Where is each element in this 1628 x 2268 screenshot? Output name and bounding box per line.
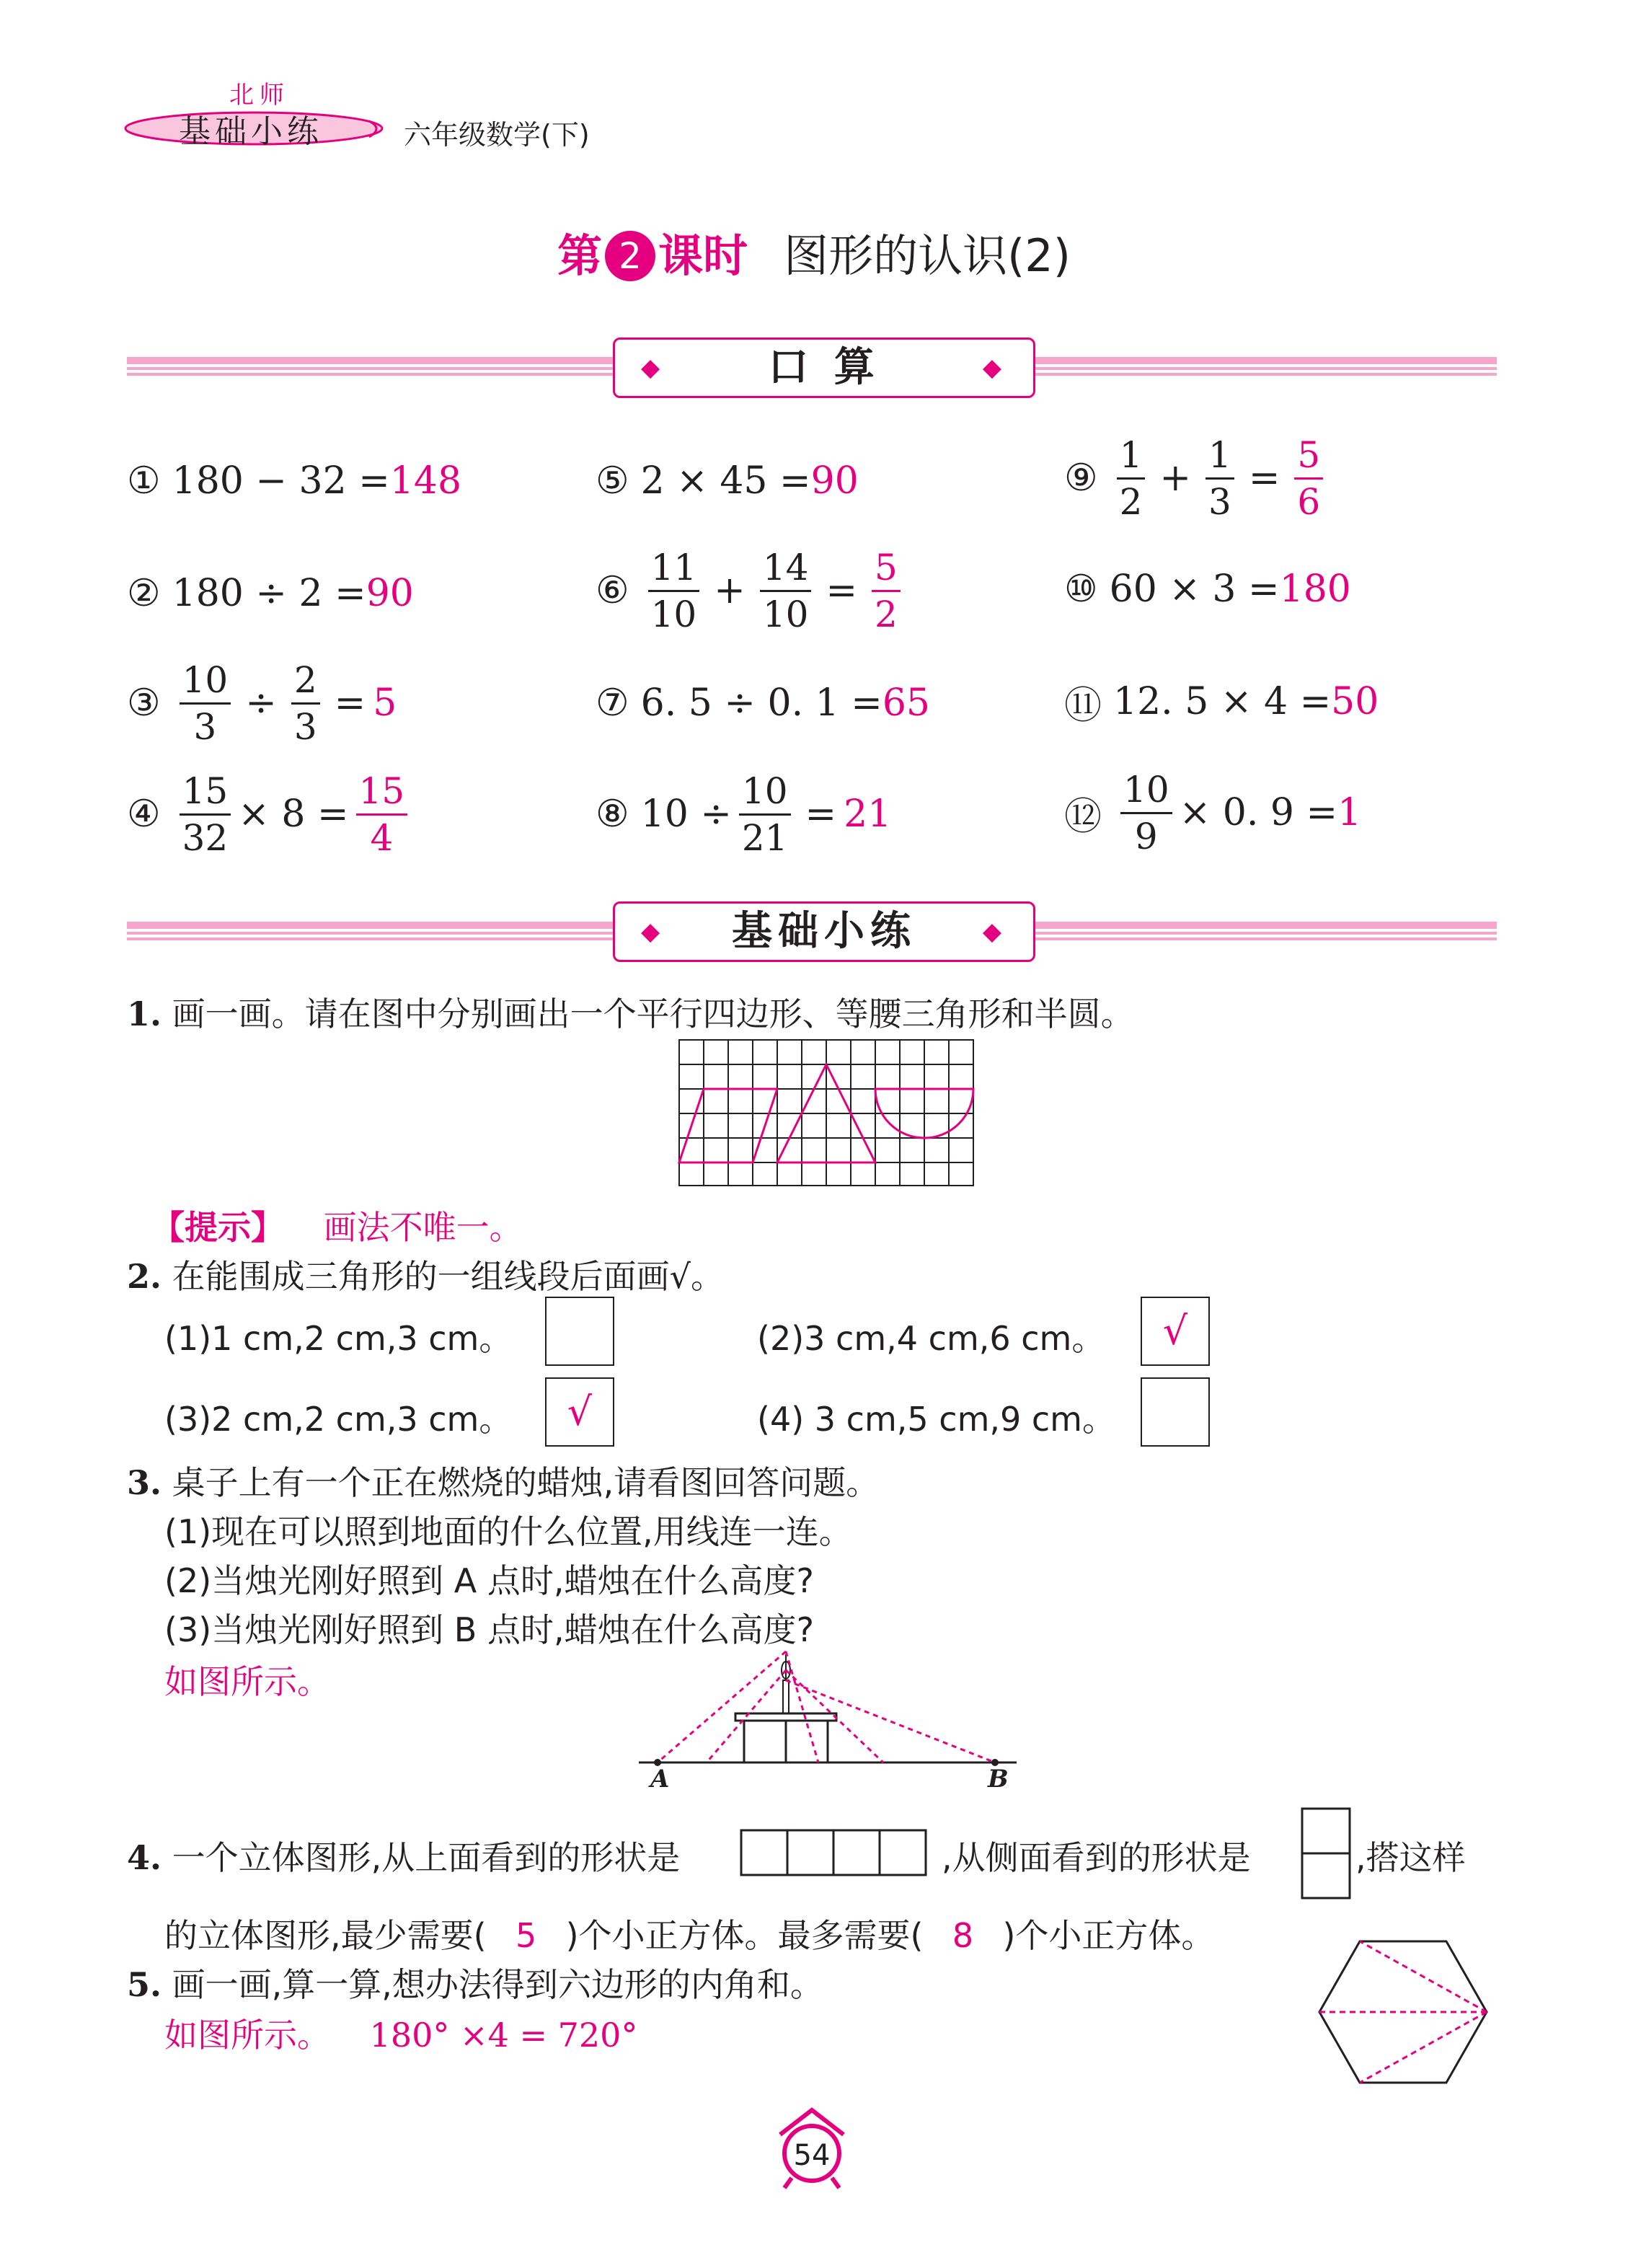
top-view-shape [740,1829,927,1876]
answer-fraction: $\frac{5}{6}$ [1294,437,1323,520]
problem-4-line-1 [127,1832,680,1879]
fraction: $\frac{2}{3}$ [291,662,320,745]
hint [151,1201,523,1249]
answer: 90 [810,459,859,503]
problem-number: 3. [127,1463,162,1502]
problem-number: 5. [127,1965,162,2004]
problem-5 [127,1959,823,2006]
oral-section-header [613,337,1035,398]
grid-drawing [678,1038,975,1187]
page-title [0,220,1628,284]
expression: 12. 5 × 4 = [1113,680,1332,723]
answer-fraction: $\frac{5}{2}$ [872,550,901,632]
problem-text: )个小正方体。最多需要( [565,1916,924,1955]
diamond-icon: ◆ [982,917,1007,946]
oral-q4 [127,769,415,859]
fraction: $\frac{1}{2}$ [1117,437,1146,520]
fraction: $\frac{11}{10}$ [648,550,700,632]
expression: 180 − 32 = [172,459,390,503]
option-4-checkbox[interactable] [1141,1377,1210,1447]
problem-text: 一个立体图形,从上面看到的形状是 [172,1838,681,1877]
equals: = [1248,456,1280,500]
oral-q11 [1064,662,1379,741]
question-number: ② [127,572,161,615]
question-number: ① [127,459,161,503]
question-number: ④ [127,793,161,836]
option-2-checkbox[interactable]: √ [1141,1297,1210,1366]
problem-4-line-2 [164,1910,1214,1957]
answer: 21 [844,793,892,836]
diamond-icon: ◆ [641,917,666,946]
practice-section-header [613,901,1035,962]
expression: 60 × 3 = [1109,568,1280,611]
option-3-text: (3)2 cm,2 cm,3 cm。 [164,1400,513,1439]
answer: 65 [882,681,930,725]
expression: 10 ÷ [640,793,732,836]
expression: 2 × 45 = [640,459,811,503]
question-number: ⑧ [596,793,629,836]
expression: × 0. 9 = [1179,791,1338,834]
side-view-shape [1301,1807,1351,1899]
question-number: ⑦ [596,681,629,725]
min-cubes-answer: 5 [515,1916,537,1955]
operator: + [714,569,746,612]
diamond-icon: ◆ [641,353,666,382]
answer: 148 [389,459,462,503]
page-number: 54 [793,2139,831,2172]
problem-text: 的立体图形,最少需要( [164,1916,487,1955]
hint-label: 【提示】 [151,1208,284,1247]
candle-table-diagram [634,1649,1024,1793]
option-1-checkbox[interactable] [545,1297,614,1366]
problem-4-text-2: ,从侧面看到的形状是 [942,1838,1251,1877]
equals: = [334,681,366,725]
answer-fraction: $\frac{15}{4}$ [356,773,408,856]
problem-2 [127,1250,724,1298]
oral-q8 [596,769,892,859]
operator: + [1159,456,1192,500]
question-number: ⑨ [1064,456,1098,500]
practice-section-title: 基础小练 [732,908,916,955]
answer: 50 [1331,680,1379,723]
fraction: $\frac{10}{3}$ [180,662,231,745]
problem-3-sub-1: (1)现在可以照到地面的什么位置,用线连一连。 [164,1512,852,1551]
option-2-text: (2)3 cm,4 cm,6 cm。 [757,1319,1105,1358]
fraction: $\frac{14}{10}$ [760,550,812,632]
answer: 5 [373,681,397,725]
equals: = [805,793,837,836]
answer-calc: 180° ×4 = 720° [369,2016,638,2055]
problem-text: 在能围成三角形的一组线段后面画√。 [172,1257,724,1296]
oral-q12 [1064,768,1362,857]
brand-top-text: 北师 [229,81,290,110]
problem-3-answer: 如图所示。 [164,1662,330,1701]
diamond-icon: ◆ [982,353,1007,382]
hint-text: 画法不唯一。 [323,1208,523,1247]
question-number: ⑫ [1064,795,1102,839]
operator: ÷ [245,681,277,725]
problem-3-sub-3: (3)当烛光刚好照到 B 点时,蜡烛在什么高度? [164,1610,814,1649]
fraction: $\frac{1}{3}$ [1205,437,1234,520]
fraction: $\frac{15}{32}$ [180,773,231,856]
question-number: ⑪ [1064,684,1102,728]
problem-number: 2. [127,1257,162,1296]
option-3-checkbox[interactable]: √ [545,1377,614,1447]
question-number: ③ [127,681,161,725]
oral-section-title: 口 算 [768,344,880,391]
problem-number: 4. [127,1838,162,1877]
point-a-label: A [650,1765,670,1793]
problem-5-answer [164,2009,637,2057]
answer: 90 [366,572,414,615]
problem-3-sub-2: (2)当烛光刚好照到 A 点时,蜡烛在什么高度? [164,1561,814,1600]
problem-3 [127,1457,879,1504]
expression: 6. 5 ÷ 0. 1 = [640,681,882,725]
oral-q9 [1064,433,1330,523]
grade-label: 六年级数学(下) [404,119,590,151]
oral-q5 [596,441,859,521]
answer: 180 [1279,568,1351,611]
option-4-text: (4) 3 cm,5 cm,9 cm。 [757,1400,1115,1439]
oral-q3 [127,658,397,748]
question-number: ⑥ [596,569,629,612]
oral-q1 [127,441,461,521]
lesson-number-badge: 2 [605,231,655,281]
lesson-prefix: 第 [557,229,603,282]
equals: = [826,569,858,612]
problem-number: 1. [127,994,162,1033]
point-b-label: B [988,1765,1009,1793]
problem-text: 画一画。请在图中分别画出一个平行四边形、等腰三角形和半圆。 [172,994,1134,1033]
problem-text: 画一画,算一算,想办法得到六边形的内角和。 [172,1965,823,2004]
question-number: ⑩ [1064,568,1098,611]
lesson-topic: 图形的认识(2) [784,229,1071,282]
oral-q7 [596,663,930,743]
answer: 1 [1337,791,1362,834]
answer-prefix: 如图所示。 [164,2016,330,2055]
problem-1 [127,988,1134,1036]
fraction: $\frac{10}{21}$ [739,773,791,856]
oral-q6 [596,546,908,635]
brand-main-text: 基础小练 [179,113,323,150]
question-number: ⑤ [596,459,629,503]
problem-4-text-3: ,搭这样 [1355,1838,1466,1877]
expression: 180 ÷ 2 = [172,572,366,615]
oral-q10 [1064,550,1351,629]
fraction: $\frac{10}{9}$ [1120,772,1172,855]
option-1-text: (1)1 cm,2 cm,3 cm。 [164,1319,513,1358]
max-cubes-answer: 8 [952,1916,974,1955]
problem-text: 桌子上有一个正在燃烧的蜡烛,请看图回答问题。 [172,1463,880,1502]
problem-text: )个小正方体。 [1002,1916,1215,1955]
hexagon-diagram [1317,1938,1490,2087]
lesson-suffix: 课时 [658,229,748,282]
expression: × 8 = [238,793,349,836]
oral-q2 [127,554,414,633]
